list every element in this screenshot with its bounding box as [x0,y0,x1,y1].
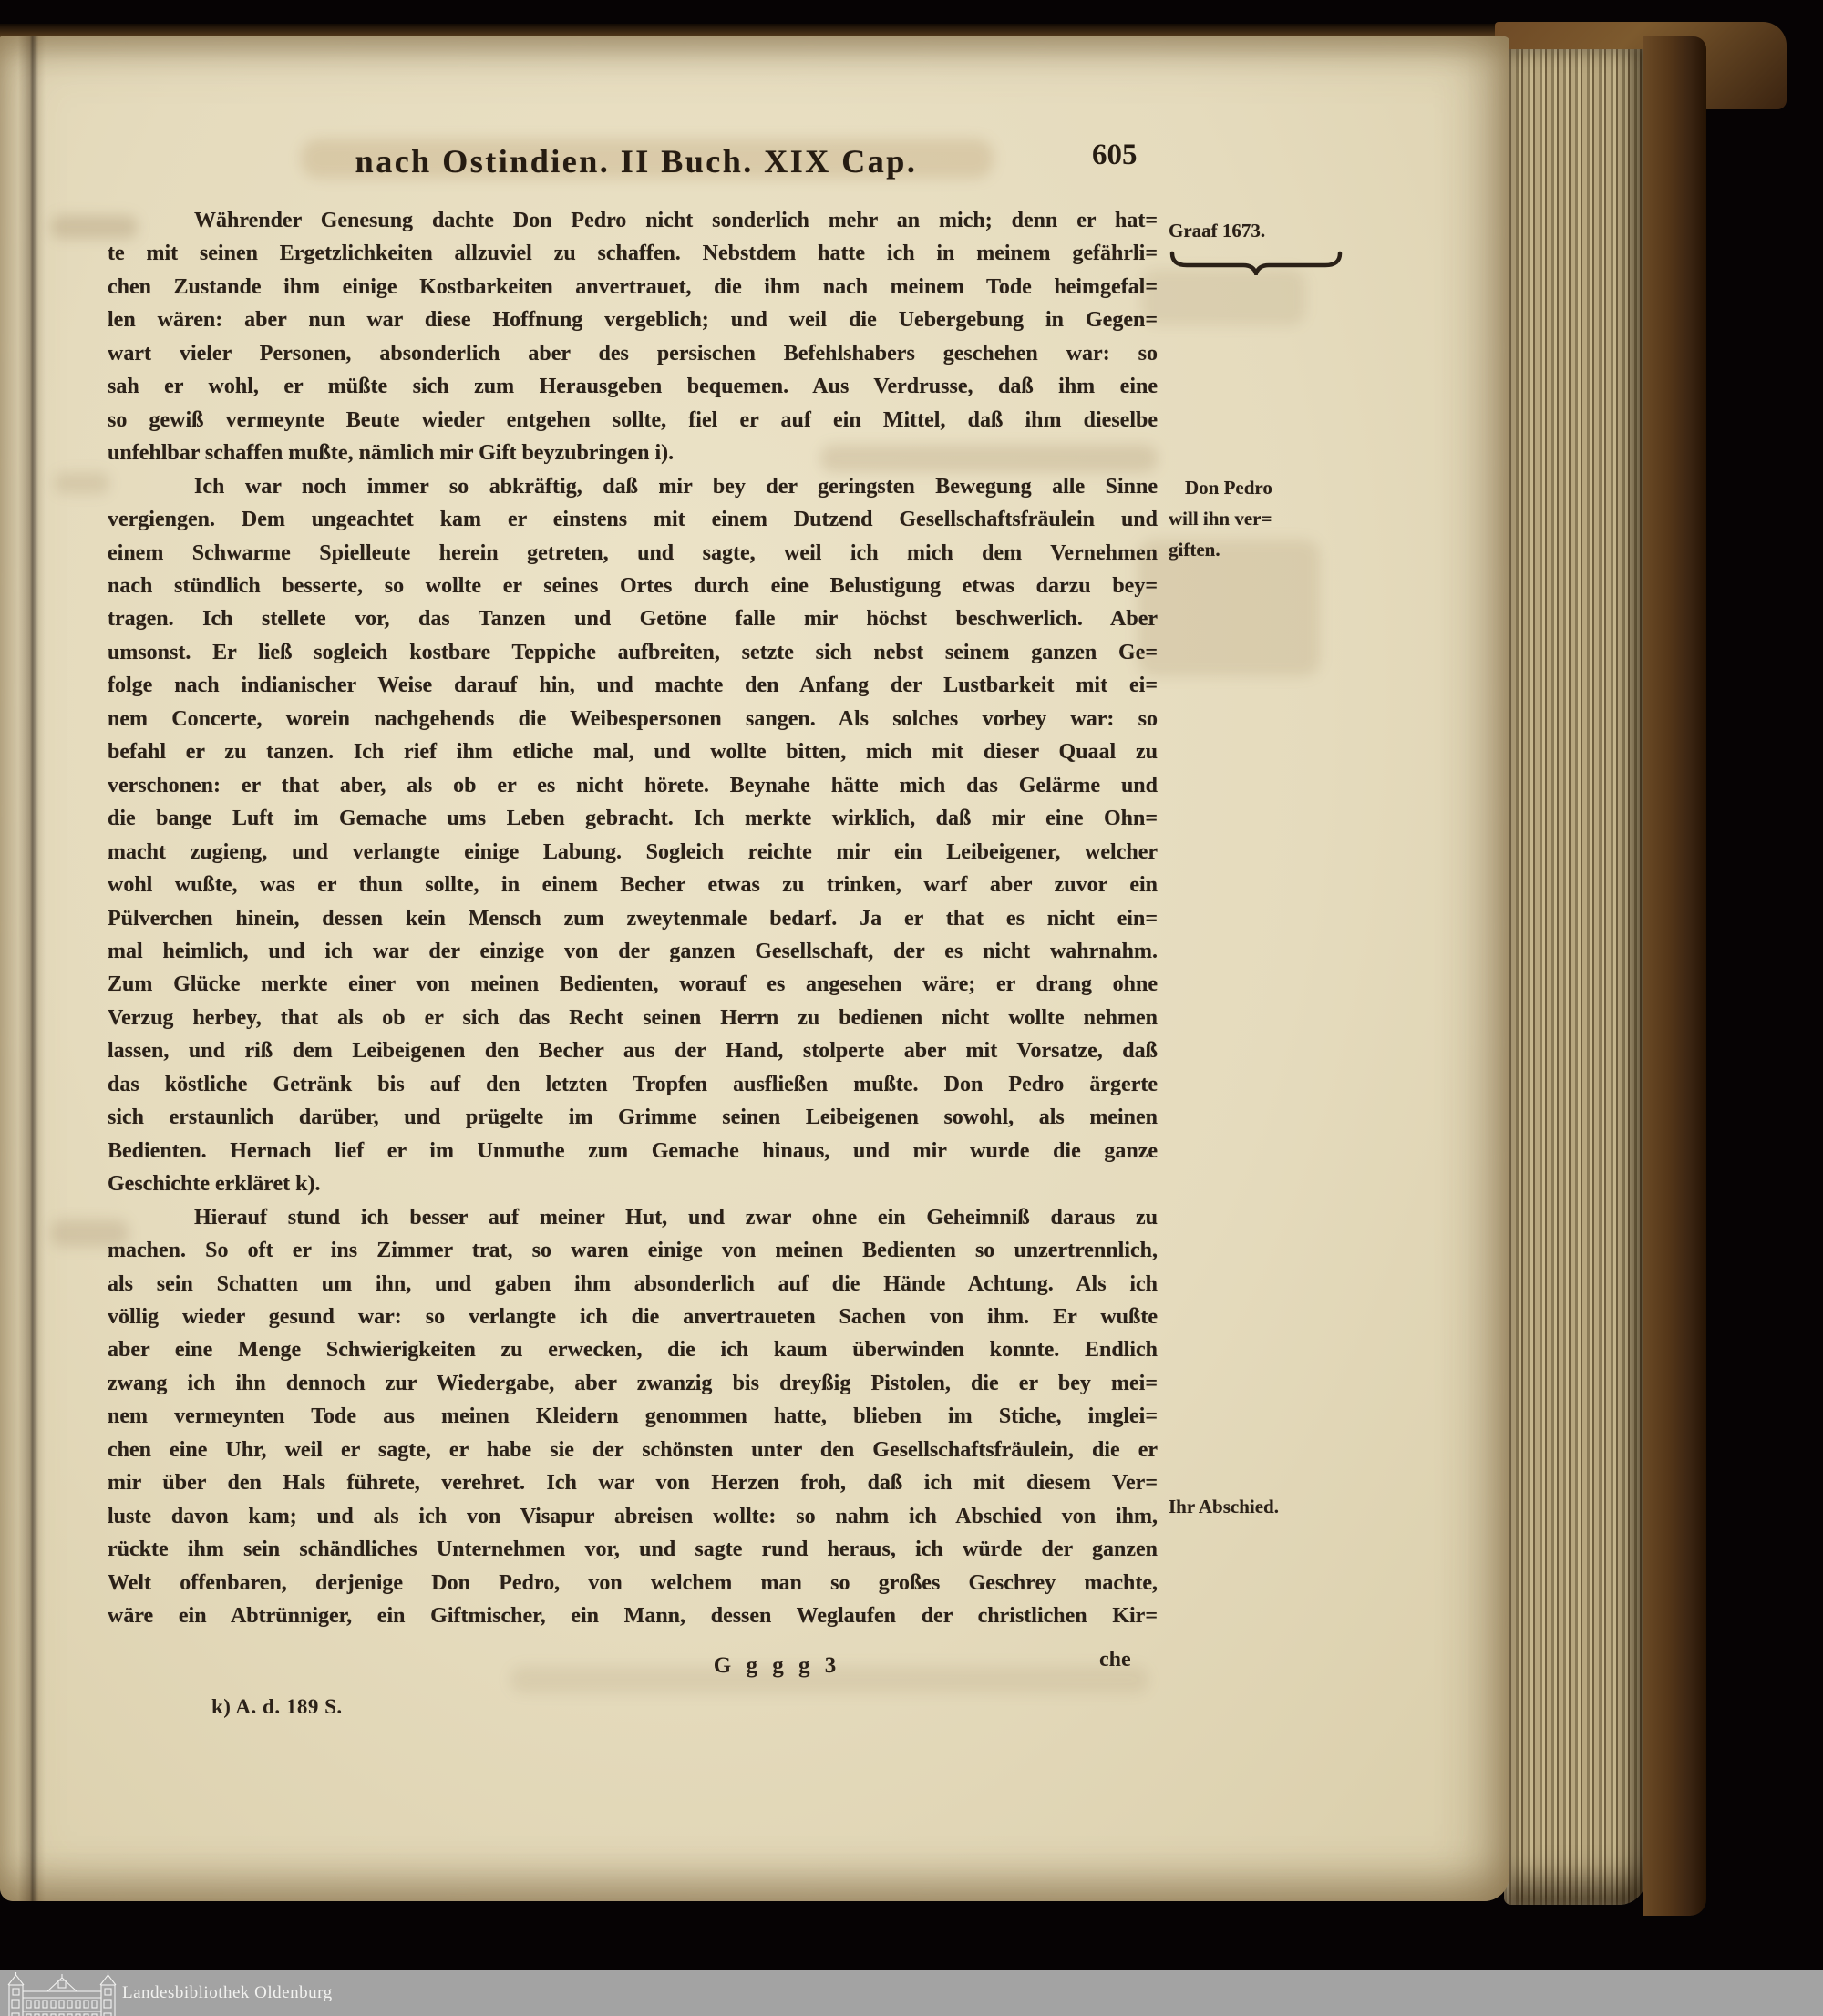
text-line: so gewiß vermeynte Beute wieder entgehen sollte, fiel er auf ein Mittel, daß ihm dieselbe [108,407,1158,432]
page-gutter-shadow [18,36,46,1901]
text-line: Pülverchen hinein, dessen kein Mensch zum zweytenmale bedarf. Ja er that es nicht ein= [108,906,1158,931]
text-line: wart vieler Personen, absonderlich aber des persischen Befehlshabers geschehen war: so [108,341,1158,365]
paragraph [108,204,1158,470]
margin-note-text: Graaf 1673. [1169,220,1266,242]
margin-note-graaf [1169,215,1360,275]
margin-note-abschied [1169,1491,1360,1522]
text-line: befahl er zu tanzen. Ich rief ihm etliche mal, und wollte bitten, mich mit dieser Quaal zu [108,740,1158,765]
text-line: Währender Genesung dachte Don Pedro nicht sonderlich mehr an mich; denn er hat= [194,209,1158,232]
catchword: che [1099,1648,1131,1671]
margin-note-text: giften. [1169,539,1220,561]
margin-note-text: Ihr Abschied. [1169,1496,1279,1517]
text-line: macht zugieng, und verlangte einige Labung. Sogleich reichte mir ein Leibeigener, welcher [108,839,1158,864]
library-name: Landesbibliothek Oldenburg [122,1983,333,2002]
book-cover-edge [1643,36,1706,1916]
text-line: te mit seinen Ergetzlichkeiten allzuviel zu schaffen. Nebstdem hatte ich in meinem gefährli= [108,242,1158,266]
text-line: mal heimlich, und ich war der einzige von der ganzen Gesellschaft, der es nicht wahrnahm. [108,939,1158,963]
text-line: Geschichte erkläret k). [108,1172,321,1197]
text-line: mir über den Hals führete, verehret. Ich war von Herzen froh, daß ich mit diesem Ver= [108,1471,1158,1496]
text-line: machen. So oft er ins Zimmer trat, so waren einige von meinen Bedienten so unzertrennlich, [108,1239,1158,1263]
running-title: nach Ostindien. II Buch. XIX Cap. [355,143,918,180]
body-text [108,204,1158,1632]
text-line: das köstliche Getränk bis auf den letzten Tropfen ausfließen mußte. Don Pedro ärgerte [108,1072,1158,1096]
text-line: Verzug herbey, that als ob er sich das Recht seinen Herrn zu bedienen nicht wollte nehmen [108,1005,1158,1030]
underbrace-icon [1169,250,1344,275]
text-line: zwang ich ihn dennoch zur Wiedergabe, aber zwanzig bis dreyßig Pistolen, die er bey mei= [108,1371,1158,1395]
text-line: vergiengen. Dem ungeachtet kam er einstens mit einem Dutzend Gesellschaftsfräulein und [108,508,1158,532]
library-building-logo [7,1972,117,2016]
book-fore-edge-pages [1504,49,1646,1905]
margin-note-text: Don Pedro [1185,477,1272,499]
text-line: nem Concerte, worein nachgehends die Weibespersonen sangen. Als solches vorbey war: so [108,706,1158,731]
text-line: Ich war noch immer so abkräftig, daß mir bey der geringsten Bewegung alle Sinne [194,474,1158,499]
paragraph [108,1201,1158,1633]
text-line: wohl wußte, was er thun sollte, in einem Becher etwas zu trinken, warf aber zuvor ein [108,873,1158,898]
text-line: sich erstaunlich darüber, und prügelte im Grimme seinen Leibeigenen sowohl, als meinen [108,1106,1158,1130]
signature-mark: G g g g 3 [713,1653,837,1678]
text-line: als sein Schatten um ihn, und gaben ihm absonderlich auf die Hände Achtung. Als ich [108,1271,1158,1296]
text-line: Welt offenbaren, derjenige Don Pedro, von welchem man so großes Geschrey machte, [108,1570,1158,1595]
text-line: lassen, und riß dem Leibeigenen den Becher aus der Hand, stolperte aber mit Vorsatze, daß [108,1039,1158,1064]
text-line: völlig wieder gesund war: so verlangte ich die anvertraueten Sachen von ihm. Er wußte [108,1304,1158,1329]
text-line: umsonst. Er ließ sogleich kostbare Teppiche aufbreiten, setzte sich nebst seinem ganzen Ge= [108,640,1158,664]
text-line: die bange Luft im Gemache ums Leben gebracht. Ich merkte wirklich, daß mir eine Ohn= [108,807,1158,831]
text-line: Hierauf stund ich besser auf meiner Hut, und zwar ohne ein Geheimniß daraus zu [194,1205,1158,1229]
paragraph [108,470,1158,1201]
text-line: aber eine Menge Schwierigkeiten zu erwecken, die ich kaum überwinden konnte. Endlich [108,1338,1158,1363]
text-line: Zum Glücke merkte einer von meinen Bedienten, worauf es angesehen wäre; er drang ohne [108,972,1158,997]
text-line: einem Schwarme Spielleute herein getreten, und sagte, weil ich mich dem Vernehmen [108,540,1158,565]
page-number: 605 [1092,139,1138,171]
text-line: chen Zustande ihm einige Kostbarkeiten anvertrauet, die ihm nach meinem Tode heimgefal= [108,274,1158,299]
text-line: Bedienten. Hernach lief er im Unmuthe zum Gemache hinaus, und mir wurde die ganze [108,1138,1158,1163]
text-line: luste davon kam; und als ich von Visapur abreisen wollte: so nahm ich Abschied von ihm, [108,1504,1158,1528]
margin-note-don-pedro [1169,472,1360,565]
text-line: folge nach indianischer Weise darauf hin, und machte den Anfang der Lustbarkeit mit ei= [108,674,1158,698]
library-banner [0,1970,1823,2016]
paper-stain [55,472,109,494]
paper-stain [1141,269,1305,325]
text-line: len wären: aber nun war diese Hoffnung vergeblich; und weil die Uebergebung in Gegen= [108,308,1158,333]
margin-note-text: will ihn ver= [1169,508,1272,530]
text-line: nem vermeynten Tode aus meinen Kleidern genommen hatte, blieben im Stiche, imglei= [108,1404,1158,1429]
footnote: k) A. d. 189 S. [211,1695,343,1718]
text-line: sah er wohl, er müßte sich zum Herausgeben bequemen. Aus Verdrusse, daß ihm eine [108,375,1158,399]
text-line: rückte ihm sein schändliches Unternehmen vor, und sagte rund heraus, ich würde der ganzen [108,1538,1158,1562]
text-line: tragen. Ich stellete vor, das Tanzen und Getöne falle mir höchst beschwerlich. Aber [108,607,1158,632]
text-line: wäre ein Abtrünniger, ein Giftmischer, ein Mann, dessen Weglaufen der christlichen Kir= [108,1604,1158,1629]
text-line: unfehlbar schaffen mußte, nämlich mir Gift beyzubringen i). [108,441,675,466]
text-line: nach stündlich besserte, so wollte er seines Ortes durch eine Belustigung etwas darzu bey= [108,573,1158,598]
book-page [0,36,1509,1901]
text-line: verschonen: er that aber, als ob er es nicht hörete. Beynahe hätte mich das Gelärme und [108,773,1158,797]
text-line: chen eine Uhr, weil er sagte, er habe sie der schönsten unter den Gesellschaftsfräulein, die er [108,1437,1158,1462]
